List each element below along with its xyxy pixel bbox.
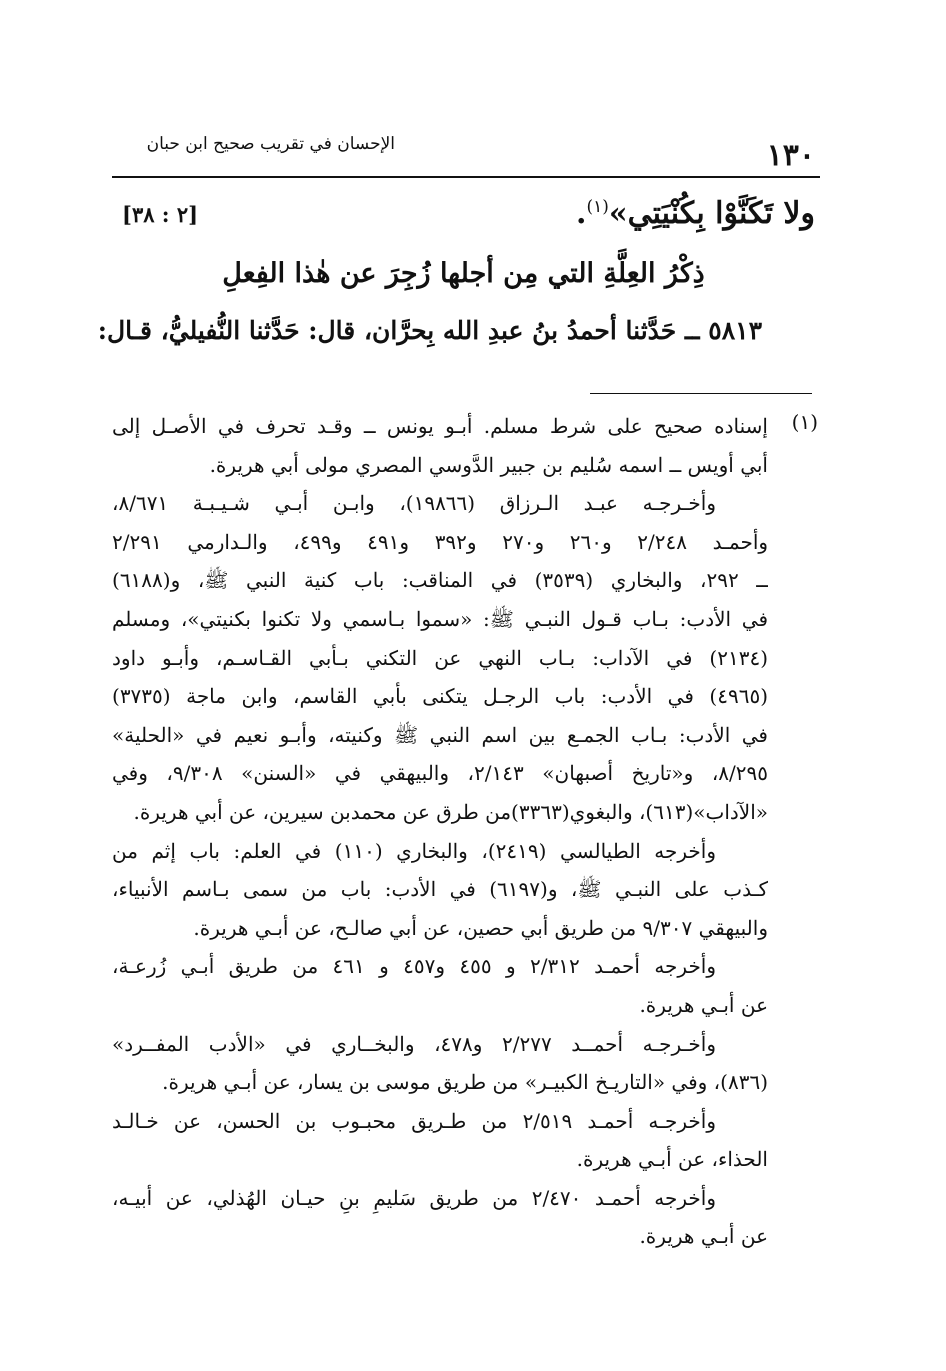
- footnote-line: «الآداب»(٦١٣)، والبغوي(٣٣٦٣)من طرق عن محمدبن سيرين، عن أبي هريرة.: [133, 799, 768, 824]
- footnote-line: عن أبـي هريرة.: [639, 992, 768, 1017]
- hadith-isnad: ٥٨١٣ ــ حَدَّثنا أحمدُ بنُ عبدِ الله بِحرَّان، قال: حَدَّثنا النُّفيليُّ، قـال:: [97, 316, 762, 345]
- footnote-separator: [590, 393, 812, 394]
- footnote-line: الحذاء، عن أبـي هريرة.: [576, 1147, 768, 1172]
- running-title: الإحسان في تقريب صحيح ابن حبان: [146, 134, 395, 154]
- footnote-line: وأخرجه أحمـد ٢/٤٧٠ من طريق سَليمِ بنِ حيـان الهُذلي، عن أبيـه،: [112, 1185, 716, 1210]
- footnote-line: عن أبـي هريرة.: [639, 1224, 768, 1249]
- hadith-continuation: [112, 192, 815, 248]
- footnote-line: وأخـرجـه عبـد الـرزاق (١٩٨٦٦)، وابـن أبـي شـيـبـة ٨/٦٧١،: [112, 491, 716, 516]
- footnote-line: في الأدب: بـاب الجمـع بين اسم النبي ﷺ وكنيته، وأبـو نعيم في «الحلية»: [112, 722, 768, 747]
- header-rule: [112, 176, 820, 178]
- footnote-line: وأخرجه الطيالسي (٢٤١٩)، والبخاري (١١٠) في العلم: باب إثم من: [112, 838, 716, 863]
- footnote-reference: (١): [586, 197, 609, 217]
- footnote-line: وأخرجـه أحمـد ٢/٥١٩ من طـريق محبـوب بن الحسن، عن خـالـد: [112, 1108, 716, 1133]
- reference-code: [٢ : ٣٨]: [122, 202, 199, 227]
- footnote-line: (٤٩٦٥) في الأدب: باب الرجـل يتكنى بأبي القاسم، وابن ماجة (٣٧٣٥): [112, 684, 768, 709]
- footnote-line: إسناده صحيح على شرط مسلم. أبـو يونس ــ وقـد تحرف في الأصـل إلى: [112, 414, 768, 438]
- footnote-line: والبيهقي ٩/٣٠٧ من طريق أبي حصين، عن أبي صالـح، عن أبـي هريرة.: [193, 915, 768, 940]
- footnote-line: (٢١٣٤) في الآداب: بـاب النهي عن التكني بـأبي القـاسـم، وأبـو داود: [112, 645, 768, 670]
- hadith-end-text: ولا تَكَنَّوْا بِكُنْيَتِي»$^{(١)}$.: [576, 196, 815, 231]
- footnote-line: وأحمـد ٢/٢٤٨ و٢٦٠ و٢٧٠ و٣٩٢ و٤٩١ و٤٩٩، والـدارمي ٢/٢٩١: [112, 529, 768, 554]
- hadith-end-words: ولا تَكَنَّوْا بِكُنْيَتِي»: [608, 196, 815, 231]
- page-number: ١٣٠: [766, 138, 815, 173]
- footnote-line: كـذب على النبـي ﷺ، و(٦١٩٧) في الأدب: باب من سمى بـاسم الأنبياء،: [112, 877, 768, 902]
- footnote-body: [112, 407, 768, 1256]
- footnote-line: ٨/٢٩٥، و«تاريخ أصبهان» ٢/١٤٣، والبيهقي في «السنن» ٩/٣٠٨، وفي: [112, 761, 768, 786]
- footnote-line: (٨٣٦)، وفي «التاريـخ الكبيـر» من طريق موسى بن يسار، عن أبـي هريرة.: [162, 1070, 768, 1095]
- footnote-line: وأخـرجـه أحمــد ٢/٢٧٧ و٤٧٨، والبخــاري في «الأدب المفــرد»: [112, 1031, 716, 1056]
- page-header: [112, 128, 815, 178]
- footnote-line: ــ ٢٩٢، والبخاري (٣٥٣٩) في المناقب: باب كنية النبي ﷺ، و(٦١٨٨): [112, 568, 768, 593]
- footnote-line: في الأدب: بـاب قـول النبـي ﷺ: «سموا بـاسمي ولا تكنوا بكنيتي»، ومسلم: [112, 606, 768, 631]
- footnote-marker: (١): [791, 410, 818, 434]
- footnote-line: وأخرجه أحمـد ٢/٣١٢ و ٤٥٥ و٤٥٧ و ٤٦١ من طريق أبـي زُرعـة،: [112, 954, 717, 979]
- chapter-title: ذِكْرُ العِلَّةِ التي مِن أجلها زُجِرَ عن هٰذا الفِعلِ: [222, 258, 705, 289]
- footnote-line: أبي أويس ــ اسمه سُليم بن جبير الدَّوسي المصري مولى أبي هريرة.: [209, 452, 768, 477]
